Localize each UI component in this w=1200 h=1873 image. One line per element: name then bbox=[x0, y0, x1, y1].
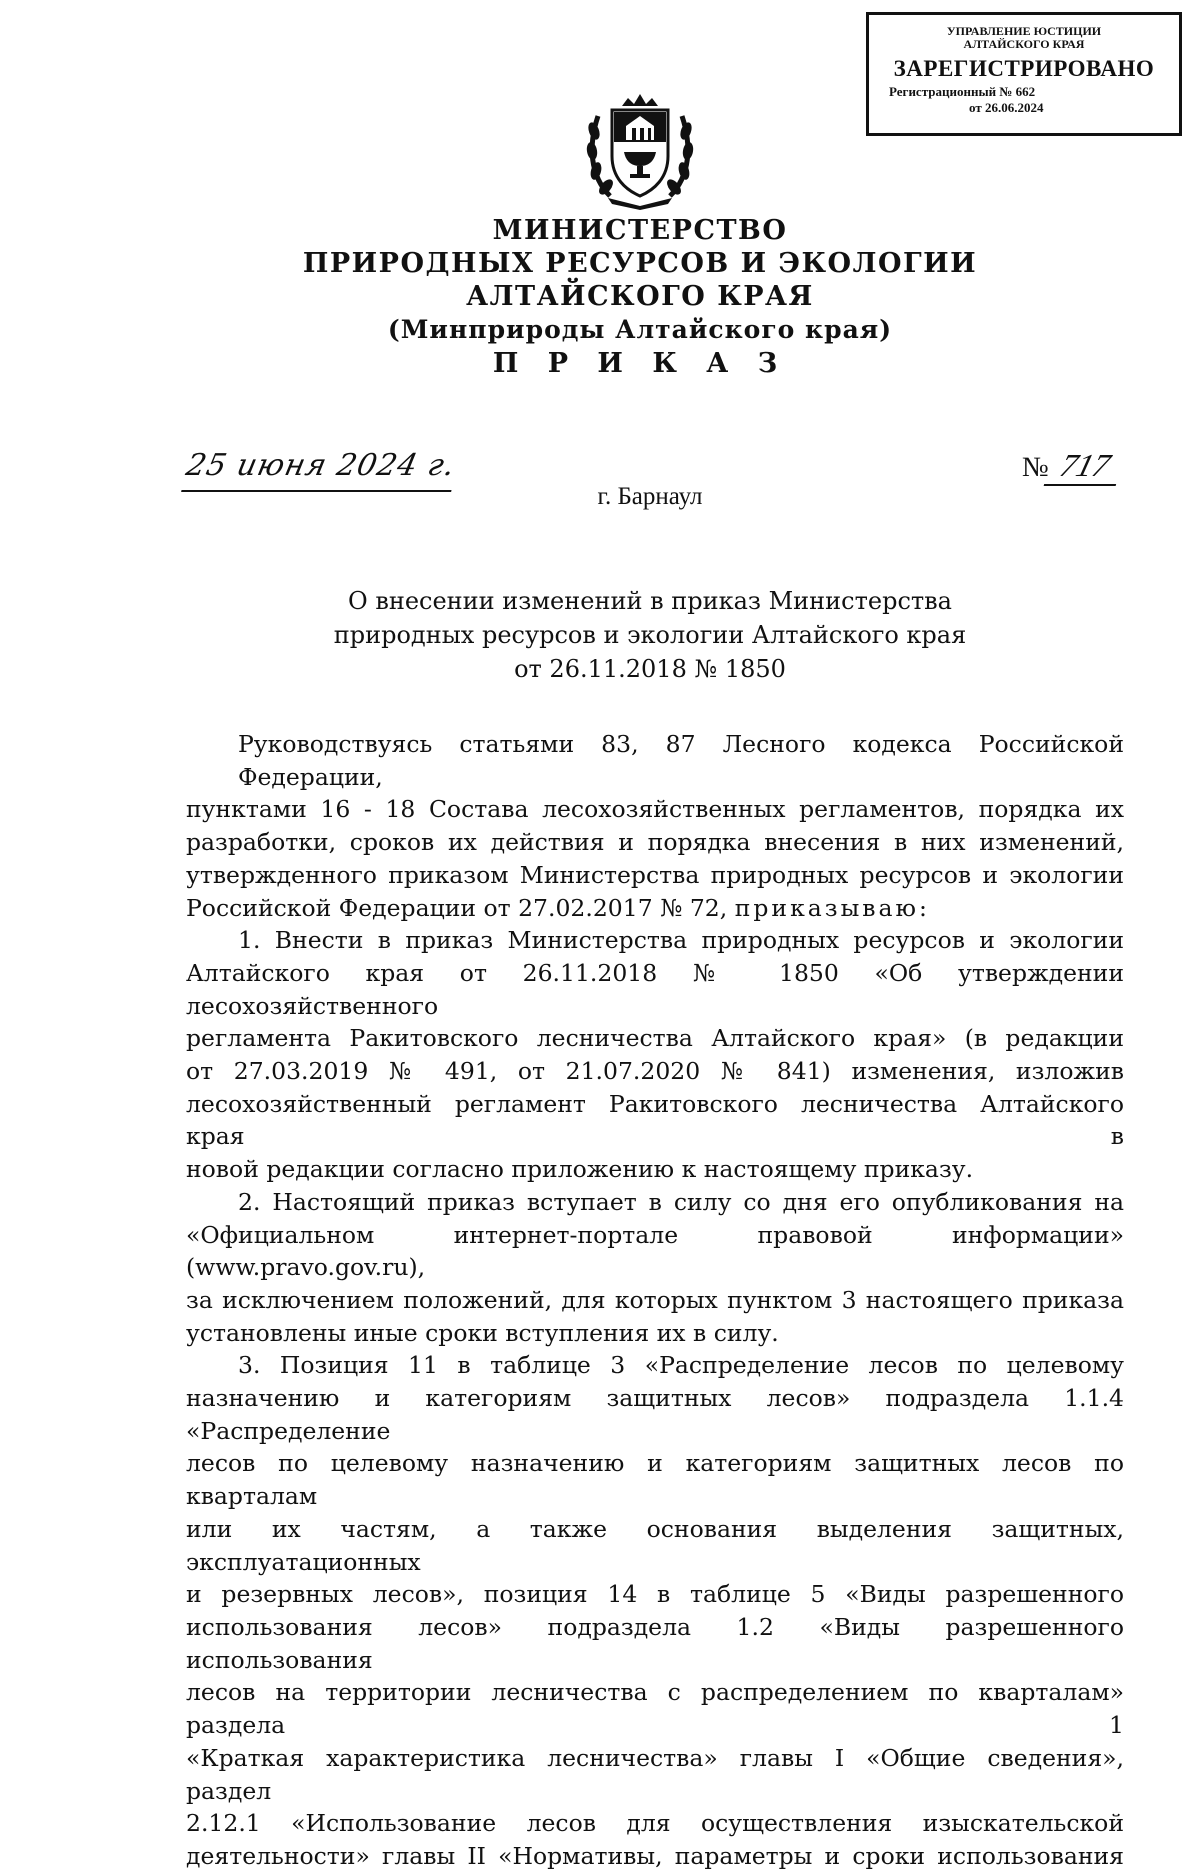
p1-line: от 27.03.2019 № 491, от 21.07.2020 № 841) изменения, изложив bbox=[186, 1057, 1124, 1086]
p2-line: установлены иные сроки вступления их в силу. bbox=[186, 1318, 779, 1347]
stamp-title: ЗАРЕГИСТРИРОВАНО bbox=[893, 56, 1155, 81]
p2-line: за исключением положений, для которых пунктом 3 настоящего приказа bbox=[186, 1285, 1124, 1314]
p3-line: «Краткая характеристика лесничества» главы I «Общие сведения», раздел bbox=[186, 1743, 1124, 1805]
order-number bbox=[1022, 446, 1121, 490]
p3-line: использования лесов» подраздела 1.2 «Виды разрешенного использования bbox=[186, 1612, 1124, 1674]
title-line-2: природных ресурсов и экологии Алтайского края bbox=[333, 621, 967, 649]
p3-line: и резервных лесов», позиция 14 в таблице 5 «Виды разрешенного bbox=[186, 1580, 1124, 1609]
title-line-1: О внесении изменений в приказ Министерства bbox=[348, 587, 952, 615]
intro-line: Руководствуясь статьями 83, 87 Лесного кодекса Российской Федерации, bbox=[238, 730, 1124, 791]
p3-line: 3. Позиция 11 в таблице 3 «Распределение лесов по целевому bbox=[238, 1351, 1124, 1380]
title-line-3: от 26.11.2018 № 1850 bbox=[514, 655, 786, 683]
intro-line: утвержденного приказом Министерства природных ресурсов и экологии bbox=[186, 860, 1124, 889]
document-header bbox=[200, 214, 1080, 380]
p1-line: 1. Внести в приказ Министерства природных ресурсов и экологии bbox=[238, 926, 1124, 955]
intro-line-last bbox=[186, 892, 1124, 925]
p2-line: 2. Настоящий приказ вступает в силу со дня его опубликования на bbox=[238, 1187, 1124, 1216]
order-verb: приказываю: bbox=[734, 893, 930, 922]
p3-line: деятельности» главы II «Нормативы, параметры и сроки использования bbox=[186, 1841, 1124, 1870]
p1-line: новой редакции согласно приложению к настоящему приказу. bbox=[186, 1155, 974, 1184]
p3-line: 2.12.1 «Использование лесов для осуществления изыскательской bbox=[186, 1809, 1124, 1838]
document-title bbox=[300, 584, 1000, 686]
p3-line: лесов по целевому назначению и категориям защитных лесов по кварталам bbox=[186, 1449, 1124, 1511]
p3-line: лесов на территории лесничества с распределением по кварталам» раздела 1 bbox=[186, 1678, 1124, 1740]
p1-line: регламента Ракитовского лесничества Алтайского края» (в редакции bbox=[186, 1024, 1124, 1053]
stamp-organization bbox=[869, 25, 1179, 51]
p1-line: Алтайского края от 26.11.2018 № 1850 «Об утверждении лесохозяйственного bbox=[186, 958, 1124, 1020]
document-body bbox=[186, 728, 1124, 1873]
stamp-registration-number: Регистрационный № 662 bbox=[889, 84, 1036, 99]
header-ministry: МИНИСТЕРСТВО bbox=[492, 215, 788, 246]
registration-stamp bbox=[866, 12, 1182, 136]
p1-line: лесохозяйственный регламент Ракитовского лесничества Алтайского края в bbox=[186, 1089, 1124, 1151]
stamp-registration-date: от 26.06.2024 bbox=[969, 100, 1044, 115]
intro-line: разработки, сроков их действия и порядка внесения в них изменений, bbox=[186, 828, 1124, 857]
p2-line: «Официальном интернет-портале правовой информации» (www.pravo.gov.ru), bbox=[186, 1220, 1124, 1282]
intro-line: пунктами 16 - 18 Состава лесохозяйственных регламентов, порядка их bbox=[186, 795, 1124, 824]
intro-text: Российской Федерации от 27.02.2017 № 72, bbox=[186, 893, 728, 922]
stamp-org-line-2: АЛТАЙСКОГО КРАЯ bbox=[963, 37, 1085, 51]
stamp-org-line-1: УПРАВЛЕНИЕ ЮСТИЦИИ bbox=[946, 24, 1102, 38]
number-sign: № bbox=[1022, 452, 1049, 483]
header-short-name: (Минприроды Алтайского края) bbox=[387, 315, 893, 344]
header-resources: ПРИРОДНЫХ РЕСУРСОВ И ЭКОЛОГИИ bbox=[302, 248, 978, 279]
p3-line: назначению и категориям защитных лесов» подраздела 1.1.4 «Распределение bbox=[186, 1384, 1124, 1445]
p3-line: или их частям, а также основания выделения защитных, эксплуатационных bbox=[186, 1514, 1124, 1576]
city: г. Барнаул bbox=[597, 483, 703, 510]
handwritten-date: 25 июня 2024 г. bbox=[181, 446, 461, 492]
coat-of-arms-icon bbox=[580, 86, 700, 211]
header-order: П Р И К А З bbox=[492, 348, 788, 379]
handwritten-number: 717 bbox=[1043, 446, 1126, 486]
header-region: АЛТАЙСКОГО КРАЯ bbox=[466, 281, 814, 312]
